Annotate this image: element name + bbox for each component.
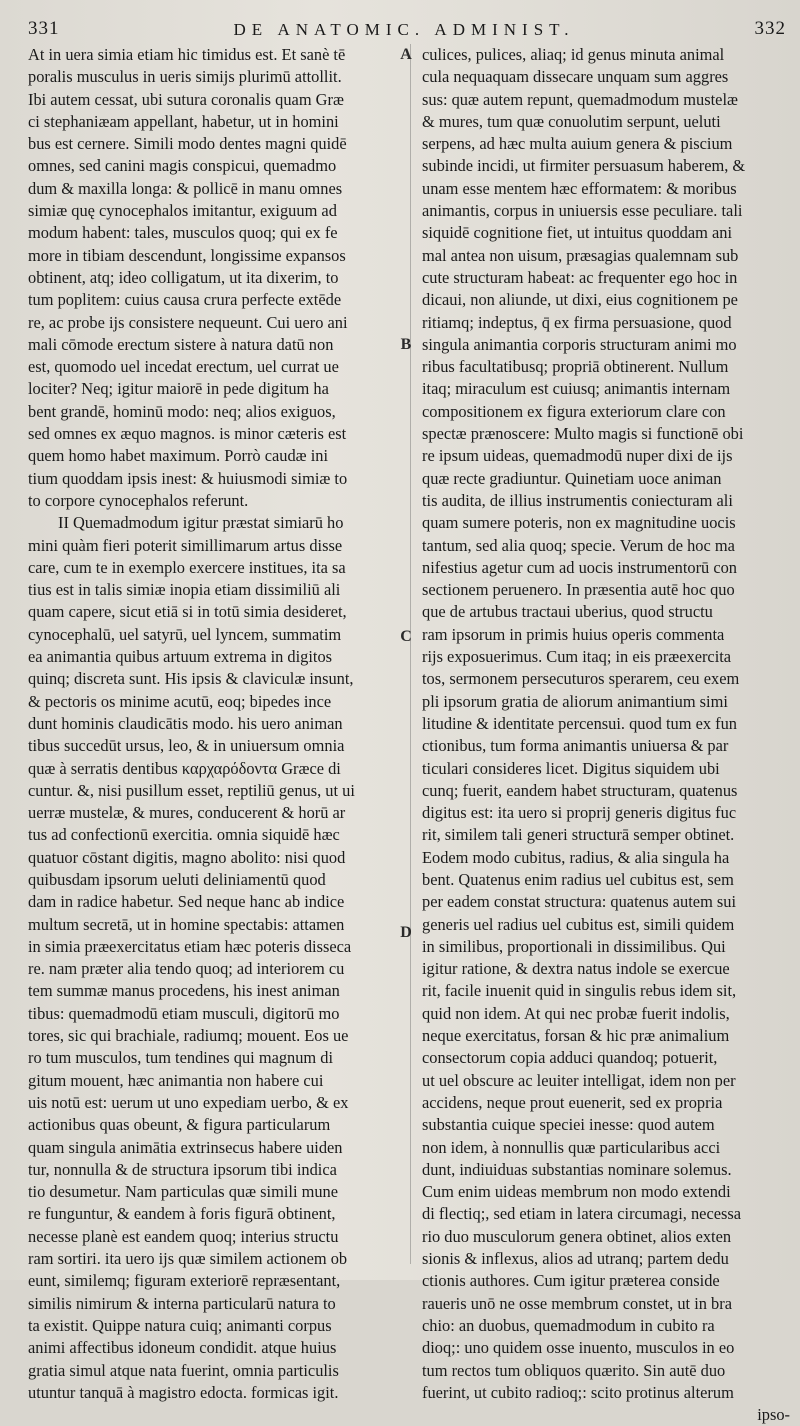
left-column-line: re, ac probe ijs consistere nequeunt. Cui uero ani bbox=[28, 312, 348, 332]
right-column-line: consectorum copia adduci quandoq; potuerit, bbox=[422, 1048, 718, 1068]
right-column-line: tum rectos tum obliquos quærito. Sin autē duo bbox=[422, 1360, 726, 1380]
left-column-line: animi affectibus idoneum condidit. atque huius bbox=[28, 1338, 337, 1358]
left-column-line: uerræ mustelæ, & mures, conducerent & horū ar bbox=[28, 803, 346, 823]
right-column-line: ut uel obscure ac leuiter intelligat, idem non per bbox=[422, 1070, 736, 1090]
right-column-line: digitus est: ita uero si proprij generis digitus fuc bbox=[422, 803, 737, 823]
left-column-line: tum poplitem: cuius causa crura perfecte extēde bbox=[28, 290, 342, 310]
left-column-line: obtinent, atq; ideo colligatum, ut ita dixerim, to bbox=[28, 267, 339, 287]
left-column-line: similis nimirum & interna particularū natura to bbox=[28, 1293, 336, 1313]
right-column-line: mal antea non uisum, præsagias qualemnam sub bbox=[422, 245, 739, 265]
left-column-line: ta existit. Quippe natura cuiq; animanti corpus bbox=[28, 1315, 332, 1335]
right-column-line: Cum enim uideas membrum non modo extendi bbox=[422, 1182, 731, 1202]
right-column-line: compositionem ex figura exteriorum clare con bbox=[422, 401, 726, 421]
right-column-line: re ipsum uideas, quemadmodū nuper dixi de ijs bbox=[422, 446, 733, 466]
left-column-line: tibus: quemadmodū etiam musculi, digitorū mo bbox=[28, 1003, 340, 1023]
left-column-line: mini quàm fieri poterit simillimarum artus disse bbox=[28, 535, 343, 555]
right-column-line: ram ipsorum in primis huius operis commenta bbox=[422, 624, 725, 644]
left-column-line: lociter? Neq; igitur maiorē in pede digitum ha bbox=[28, 379, 329, 399]
left-column-line: quam singula animātia extrinsecus habere uiden bbox=[28, 1137, 343, 1157]
left-column-line: actionibus quas obeunt, & figura particularum bbox=[28, 1115, 331, 1135]
right-column-line: subinde incidi, ut firmiter persuasum haberem, & bbox=[422, 156, 746, 176]
left-column-line: quam capere, sicut etiā si in totū simia desideret, bbox=[28, 602, 347, 622]
right-column-line: dicaui, non aliunde, ut dixi, eius cognitionem pe bbox=[422, 290, 738, 310]
left-column-line: omnes, sed canini magis conspicui, quemadmo bbox=[28, 156, 337, 176]
left-column-line: II Quemadmodum igitur præstat simiarū ho bbox=[58, 513, 344, 533]
right-column-line: quid non idem. At qui nec probæ fuerit indolis, bbox=[422, 1003, 730, 1023]
right-column-line: Eodem modo cubitus, radius, & alia singula ha bbox=[422, 847, 730, 867]
left-column-line: dum & maxilla longa: & pollicē in manu omnes bbox=[28, 178, 343, 198]
left-column-line: quinq; discreta sunt. His ipsis & claviculæ insunt, bbox=[28, 669, 354, 689]
right-column-line: que de artubus tractaui uberius, quod structu bbox=[422, 602, 713, 622]
right-column-line: rio duo musculorum genera obtinet, alios exten bbox=[422, 1226, 732, 1246]
right-column-line: cunq; fuerit, eandem habet structuram, quatenus bbox=[422, 780, 738, 800]
page-number-left: 331 bbox=[28, 18, 60, 39]
right-column-line: ribus facultatibusq; propriā obtinerent. Nullum bbox=[422, 357, 729, 377]
left-column-line: cuntur. &, nisi pusillum esset, reptiliū genus, ut ui bbox=[28, 780, 355, 800]
left-column-line: est, quomodo uel incedat erectum, uel currat ue bbox=[28, 357, 339, 377]
right-column-line: ctionibus, tum forma animantis uniuersa & par bbox=[422, 736, 729, 756]
page-header bbox=[22, 6, 786, 40]
right-column-line: accidens, neque prout euenerit, sed ex propria bbox=[422, 1092, 723, 1112]
right-column-line: pli ipsorum gratia de aliorum animantium simi bbox=[422, 691, 728, 711]
right-column-line: raueris unō ne osse membrum constet, ut in bra bbox=[422, 1293, 732, 1313]
left-column-line: ea animantia quibus artuum extrema in digitos bbox=[28, 647, 333, 667]
margin-letter-a: A bbox=[400, 46, 412, 63]
left-column-line: sed omnes ex æquo magnos. is minor cæteris est bbox=[28, 424, 347, 444]
right-column-line: itaq; miraculum est cuiusq; animantis internam bbox=[422, 379, 731, 399]
left-column-line: tores, sic qui brachiale, radiumq; mouent. Eos ue bbox=[28, 1026, 349, 1046]
left-column-line: uis notū est: uerum ut uno expediam uerbo, & ex bbox=[28, 1092, 349, 1112]
right-column-line: unam esse mentem hæc efformatem: & moribus bbox=[422, 178, 737, 198]
gutter-rule bbox=[410, 44, 411, 1264]
right-column-line: in similibus, proportionali in dissimilibus. Qui bbox=[422, 936, 726, 956]
left-column-line: multum secretā, ut in homine spectabis: attamen bbox=[28, 914, 345, 934]
left-column-line: & pectoris os minime acutū, eoq; bipedes ince bbox=[28, 691, 332, 711]
left-column-line: utuntur tanquā à magistro edocta. formicas igit. bbox=[28, 1382, 339, 1402]
right-column-line: animantis, corpus in uniuersis esse peculiare. tali bbox=[422, 201, 743, 221]
right-column-line: ritiamq; indeptus, q̄ ex firma persuasione, quod bbox=[422, 312, 732, 332]
right-column-line: igitur ratione, & dextra natus indole se exercue bbox=[422, 959, 730, 979]
right-column-line: ctionis authores. Cum igitur præterea conside bbox=[422, 1271, 720, 1291]
margin-letter-b: B bbox=[400, 336, 412, 353]
right-column-line: tantum, sed alia quoq; specie. Verum de hoc ma bbox=[422, 535, 735, 555]
left-column-line: dam in radice habetur. Sed neque hanc ab indice bbox=[28, 892, 345, 912]
left-column-line: tus ad confectionū exercitia. omnia siquidē hæc bbox=[28, 825, 340, 845]
left-column-line: quatuor cōstant digitis, magno abolito: nisi quod bbox=[28, 847, 346, 867]
right-column-line: non idem, à nonnullis quæ particularibus acci bbox=[422, 1137, 721, 1157]
margin-letter-d: D bbox=[400, 924, 412, 941]
right-column-line: substantia cuique speciei inesse: quod autem bbox=[422, 1115, 715, 1135]
left-column-line: At in uera simia etiam hic timidus est. Et sanè tē bbox=[28, 45, 346, 64]
right-column-line: di flectiq;, sed etiam in latera circumagi, necessa bbox=[422, 1204, 742, 1224]
right-column-line: sus: quæ autem repunt, quemadmodum mustelæ bbox=[422, 89, 738, 109]
right-column-line: ticulari consideres licet. Digitus siquidem ubi bbox=[422, 758, 720, 778]
running-title: DE ANATOMIC. ADMINIST. bbox=[233, 20, 575, 39]
left-column-line: quæ à serratis dentibus καρχαρόδοντα Græce di bbox=[28, 758, 341, 778]
right-column-line: per eadem constat structura: quatenus autem sui bbox=[422, 892, 737, 912]
left-column-line: re funguntur, & eandem à foris figurā obtinent, bbox=[28, 1204, 336, 1224]
left-column-line: necesse planè est eandem quoq; interius structu bbox=[28, 1226, 339, 1246]
right-column-line: & mures, tum quæ conuolutim serpunt, ueluti bbox=[422, 111, 721, 131]
catchword: ipso- bbox=[757, 1405, 790, 1425]
left-column-line: gitum mouent, hæc animantia non habere cui bbox=[28, 1070, 324, 1090]
left-column-line: to corpore cynocephalos referunt. bbox=[28, 490, 249, 510]
left-column-line: modum habent: tales, musculos quoq; qui ex fe bbox=[28, 223, 338, 243]
left-column-line: in simia præexercitatus etiam hæc poteris disseca bbox=[28, 936, 352, 956]
left-column-line: dunt hominis claudicātis modo. his uero animan bbox=[28, 713, 343, 733]
left-column-line: ci stephaniæam appellant, habetur, ut in homini bbox=[28, 111, 339, 131]
left-column-line: Ibi autem cessat, ubi sutura coronalis quam Græ bbox=[28, 89, 344, 109]
right-text-column bbox=[422, 44, 790, 1425]
right-column-line: quæ recte gradiuntur. Quinetiam uoce animan bbox=[422, 468, 722, 488]
left-column-line: ram sortiri. ita uero ijs quæ similem actionem ob bbox=[28, 1249, 348, 1269]
page-number-right: 332 bbox=[754, 18, 786, 39]
left-column-line: re. nam præter alia tendo quoq; ad interiorem cu bbox=[28, 959, 345, 979]
left-column-line: eunt, similemq; figuram exteriorē repræsentant, bbox=[28, 1271, 341, 1291]
left-column-line: tem summæ manus procedens, his inest animan bbox=[28, 981, 340, 1001]
right-column-line: rijs exposuerimus. Cum itaq; in eis præexercita bbox=[422, 647, 732, 667]
left-column-line: bent grandē, hominū modo: neq; alios exiguos, bbox=[28, 401, 336, 421]
right-column-line: sionis & inflexus, alios ad utranq; partem dedu bbox=[422, 1249, 729, 1269]
left-column-line: tur, nonnulla & de structura ipsorum tibi indica bbox=[28, 1159, 337, 1179]
left-column-line: tio desumetur. Nam particulas quæ simili mune bbox=[28, 1182, 339, 1202]
left-column-line: quem homo habet maximum. Porrò caudæ ini bbox=[28, 446, 328, 466]
left-column-line: care, cum te in exemplo exercere institues, ita sa bbox=[28, 557, 346, 577]
right-column-line: cute structuram habeat: ac frequenter ego hoc in bbox=[422, 267, 738, 287]
right-column-line: spectæ prænoscere: Multo magis si functionē obi bbox=[422, 424, 744, 444]
right-column-line: singula animantia corporis structuram animi mo bbox=[422, 334, 737, 354]
left-column-line: cynocephalū, uel satyrū, uel lyncem, summatim bbox=[28, 624, 342, 644]
right-column-line: chio: an duobus, quemadmodum in cubito ra bbox=[422, 1315, 715, 1335]
right-column-line: serpens, ad hæc multa auium genera & piscium bbox=[422, 134, 733, 154]
left-column-line: tibus succedūt ursus, leo, & in uniuersum omnia bbox=[28, 736, 345, 756]
margin-letter-c: C bbox=[400, 628, 412, 645]
left-column-line: mali cōmode erectum sistere à natura datū non bbox=[28, 334, 334, 354]
right-column-line: rit, facile inuenit quid in singulis rebus idem sit, bbox=[422, 981, 737, 1001]
left-column-line: tius est in talis simiæ inopia etiam dissimiliū ali bbox=[28, 580, 341, 600]
left-text-column bbox=[28, 44, 394, 1402]
right-column-line: dioq;: uno quidem osse inuento, musculos in eo bbox=[422, 1338, 735, 1358]
right-column-line: quam sumere poteris, non ex magnitudine uocis bbox=[422, 513, 736, 533]
right-column-line: culices, pulices, aliaq; id genus minuta animal bbox=[422, 45, 725, 64]
right-column-line: neque exercitatus, forsan & hic præ animalium bbox=[422, 1026, 730, 1046]
left-column-line: bus est cernere. Simili modo dentes magni quidē bbox=[28, 134, 347, 154]
right-column-line: bent. Quatenus enim radius uel cubitus est, sem bbox=[422, 869, 734, 889]
right-column-line: siquidē cognitione fiet, ut intuitus quoddam ani bbox=[422, 223, 733, 243]
left-column-line: more in tibiam descendunt, longissime expansos bbox=[28, 245, 346, 265]
left-column-line: gratia simul atque nata fuerint, omnia particulis bbox=[28, 1360, 339, 1380]
left-column-line: tium quoddam ipsis inest: & huiusmodi simiæ to bbox=[28, 468, 348, 488]
right-column-line: sectionem peruenero. In præsentia autē hoc quo bbox=[422, 580, 735, 600]
left-column-line: simiæ quę cynocephalos imitantur, exiguum ad bbox=[28, 201, 337, 221]
right-column-line: litudine & identitate percensui. quod tum ex fun bbox=[422, 713, 737, 733]
right-column-line: nifestius agetur cum ad uocis instrumentorū con bbox=[422, 557, 737, 577]
right-column-line: generis uel radius uel cubitus est, simili quidem bbox=[422, 914, 735, 934]
right-column-line: rit, similem tali generi structurā semper obtinet. bbox=[422, 825, 735, 845]
right-column-line: dunt, indiuiduas substantias nominare solemus. bbox=[422, 1159, 732, 1179]
left-column-line: quibusdam ipsorum ueluti deliniamentū quod bbox=[28, 869, 326, 889]
left-column-line: ro tum musculos, tum tendines qui magnum di bbox=[28, 1048, 334, 1068]
right-column-line: tos, sermonem persecuturos sperarem, ceu exem bbox=[422, 669, 740, 689]
right-column-line: fuerint, ut cubito radioq;: scito protinus alterum bbox=[422, 1382, 734, 1402]
right-column-line: cula nequaquam dissecare unquam sum aggres bbox=[422, 67, 729, 87]
left-column-line: poralis musculus in ueris simijs plurimū attollit. bbox=[28, 67, 342, 87]
right-column-line: tis audita, de illius instrumentis coniecturam ali bbox=[422, 490, 733, 510]
